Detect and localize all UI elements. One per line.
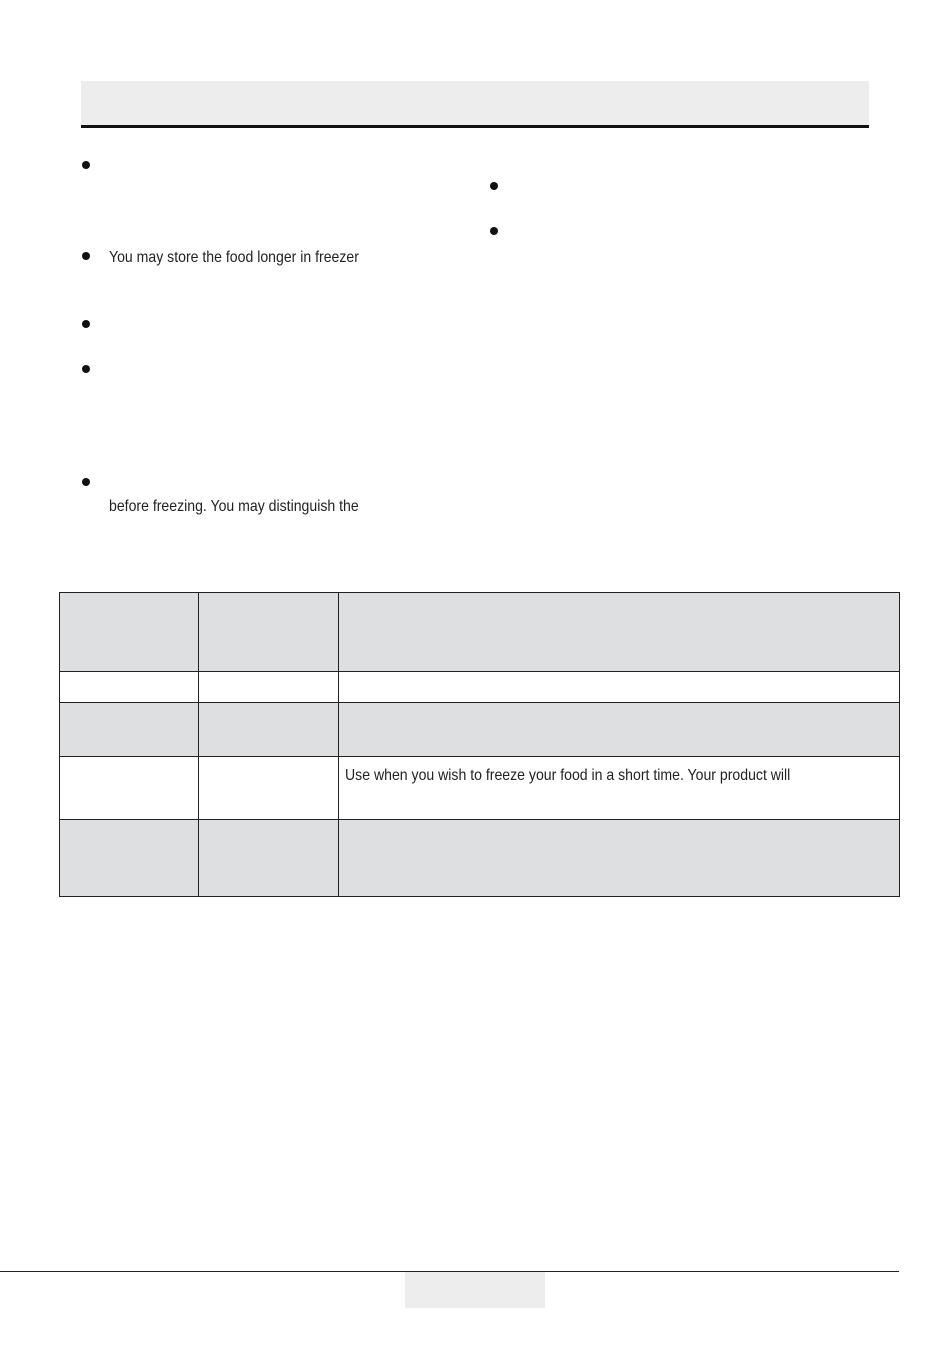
bullet-dot <box>490 227 498 235</box>
table-cell: Use when you wish to freeze your food in a short time. Your product will <box>339 757 900 820</box>
bullet-text: before freezing. You may distinguish the <box>109 498 359 515</box>
settings-table <box>59 592 900 897</box>
bullet-dot <box>82 161 90 169</box>
table-cell <box>60 593 199 672</box>
table-cell <box>199 593 339 672</box>
table-cell <box>199 703 339 757</box>
table-cell <box>60 703 199 757</box>
table-row <box>60 757 900 820</box>
table-row <box>60 820 900 897</box>
table-cell <box>60 820 199 897</box>
section-header-band <box>81 81 869 128</box>
bullet-dot <box>82 365 90 373</box>
table-cell <box>339 820 900 897</box>
bullet-text: You may store the food longer in freezer <box>109 249 359 266</box>
bullet-dot <box>82 252 90 260</box>
bullet-dot <box>82 320 90 328</box>
table-row <box>60 703 900 757</box>
table-row <box>60 672 900 703</box>
table-row <box>60 593 900 672</box>
table-cell <box>60 757 199 820</box>
bullet-dot <box>82 478 90 486</box>
page-number-tab <box>405 1272 545 1308</box>
table-cell <box>339 672 900 703</box>
table-cell <box>199 820 339 897</box>
table-cell <box>339 593 900 672</box>
bullet-dot <box>490 182 498 190</box>
table-cell <box>199 672 339 703</box>
table-cell <box>199 757 339 820</box>
table-cell <box>60 672 199 703</box>
table-cell <box>339 703 900 757</box>
